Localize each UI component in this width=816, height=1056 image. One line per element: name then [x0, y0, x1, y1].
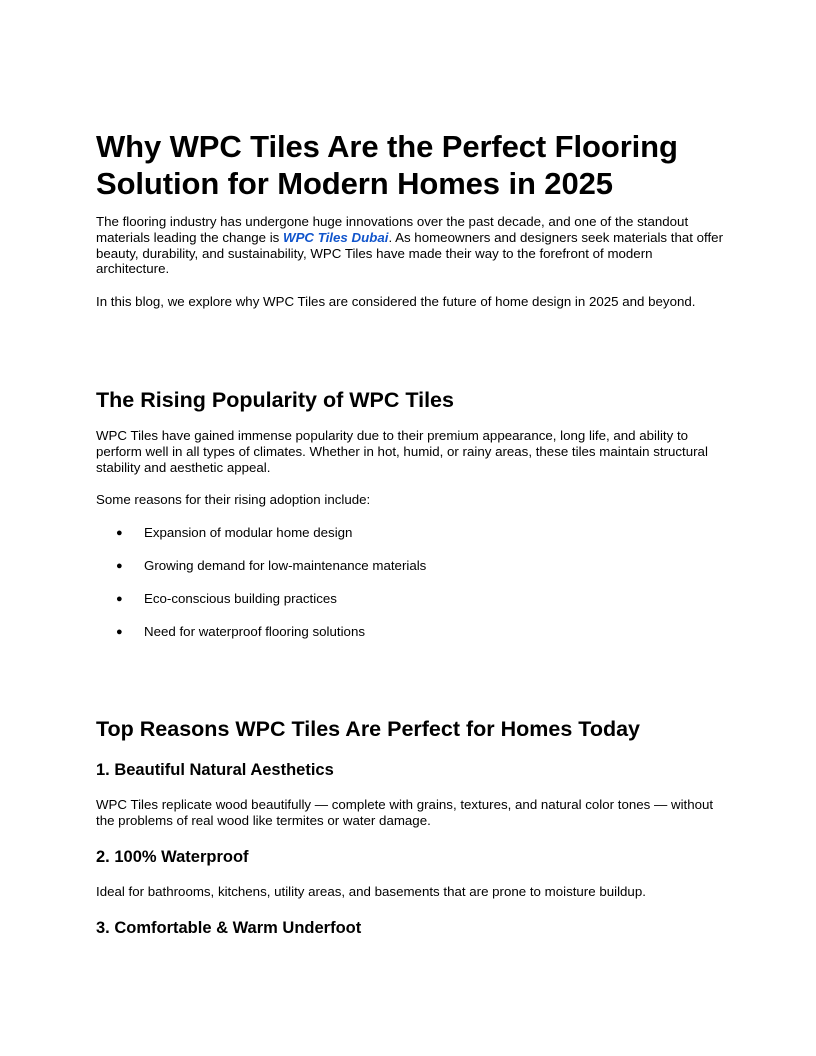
list-intro: Some reasons for their rising adoption include: — [96, 492, 371, 507]
list-item-text: Need for waterproof flooring solutions — [144, 624, 365, 639]
list-item-text: Eco-conscious building practices — [144, 591, 337, 606]
list-item-text: Expansion of modular home design — [144, 525, 353, 540]
subheading-natural-aesthetics: 1. Beautiful Natural Aesthetics — [96, 761, 334, 779]
list-item — [96, 558, 726, 591]
bullet-icon: ● — [116, 593, 123, 605]
subheading-comfortable-warm: 3. Comfortable & Warm Underfoot — [96, 919, 362, 937]
waterproof-paragraph: Ideal for bathrooms, kitchens, utility areas, and basements that are prone to moisture buildup. — [96, 884, 646, 899]
intro-paragraph — [96, 214, 726, 277]
reasons-list — [96, 525, 726, 657]
bullet-icon: ● — [116, 527, 123, 539]
list-item — [96, 624, 726, 657]
section1-paragraph: WPC Tiles have gained immense popularity due to their premium appearance, long life, and ability to perform well in all types of climates. Whether in hot, humid, or rainy areas, these tiles maintain structural stability and aesthetic appeal. — [96, 428, 708, 475]
list-item — [96, 591, 726, 624]
wpc-tiles-dubai-link[interactable]: WPC Tiles Dubai — [283, 229, 389, 245]
list-item-text: Growing demand for low-maintenance materials — [144, 558, 427, 573]
intro-text-before-link: The flooring industry has undergone huge innovations over the past decade, and one of the standout materials leading the change is — [96, 214, 689, 245]
intro-text-after-link: . As homeowners and designers seek materials that offer beauty, durability, and sustainability, WPC Tiles have made their way to the forefront of modern architecture. — [96, 229, 724, 277]
natural-aesthetics-paragraph: WPC Tiles replicate wood beautifully — complete with grains, textures, and natural color tones — without the problems of real wood like termites or water damage. — [96, 797, 714, 828]
list-item — [96, 525, 726, 558]
section-heading-top-reasons: Top Reasons WPC Tiles Are Perfect for Homes Today — [96, 717, 640, 741]
subheading-waterproof: 2. 100% Waterproof — [96, 848, 249, 866]
page-title: Why WPC Tiles Are the Perfect Flooring Solution for Modern Homes in 2025 — [96, 129, 678, 201]
intro-paragraph-2: In this blog, we explore why WPC Tiles are considered the future of home design in 2025 and beyond. — [96, 294, 696, 309]
section-heading-rising-popularity: The Rising Popularity of WPC Tiles — [96, 388, 454, 412]
bullet-icon: ● — [116, 560, 123, 572]
bullet-icon: ● — [116, 626, 123, 638]
